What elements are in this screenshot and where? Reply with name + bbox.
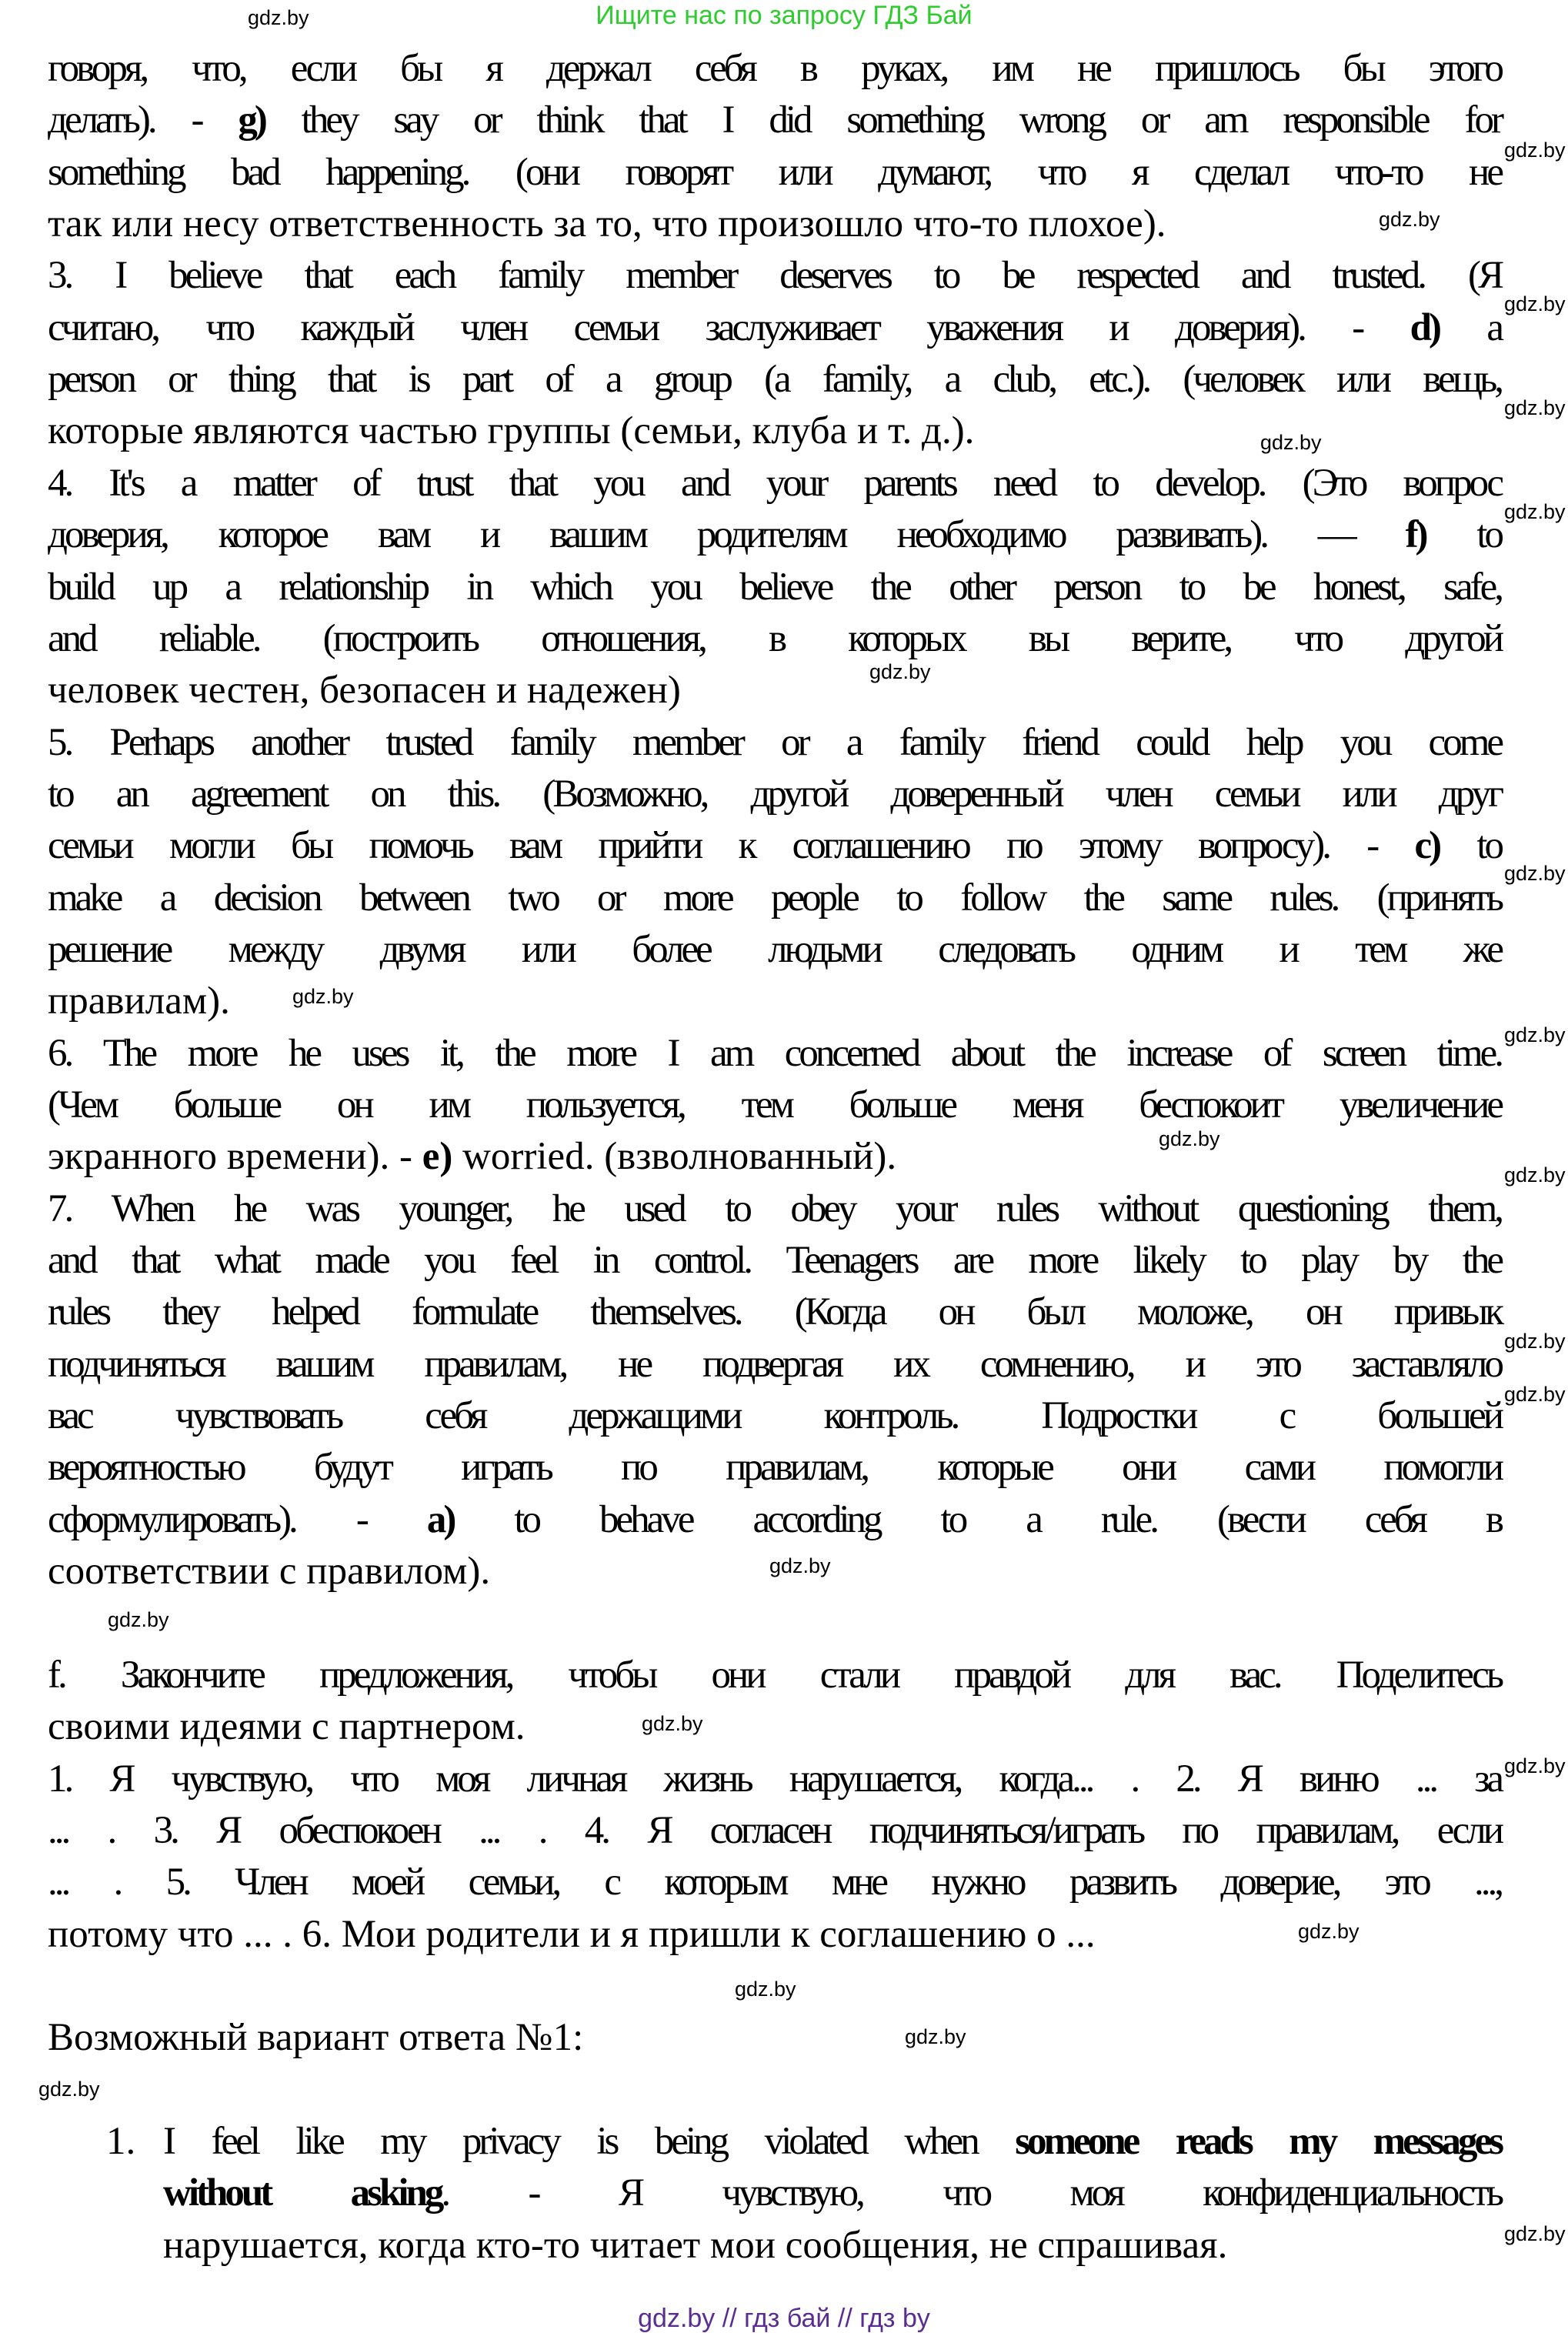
text-segment: I feel like my privacy is being violated when — [163, 2120, 1016, 2163]
text-segment: build up a relationship in which you believe the other person to be honest, safe, — [48, 565, 1501, 609]
watermark-text: gdz.by — [1504, 2222, 1566, 2245]
bold-text: without asking — [163, 2171, 442, 2215]
answer-number: 1. — [106, 2120, 136, 2163]
text-segment: своими идеями с партнером. — [48, 1705, 525, 1749]
site-banner: Ищите нас по запросу ГДЗ Бай — [596, 1, 972, 30]
text-line — [48, 95, 1501, 146]
text-line — [48, 354, 1501, 406]
text-line — [48, 1442, 1501, 1494]
text-line — [48, 769, 1501, 820]
text-segment: вероятностью будут играть по правилам, которые они сами помогли — [48, 1446, 1501, 1490]
watermark-text: gdz.by — [642, 1712, 703, 1735]
text-segment: 7. When he was younger, he used to obey your rules without questioning them, — [48, 1187, 1501, 1230]
text-segment: person or thing that is part of a group (a family, a club, etc.). (человек или вещь, — [48, 358, 1501, 402]
text-segment: they say or think that I did something wrong or am responsible for — [264, 98, 1501, 142]
text-segment: считаю, что каждый член семьи заслуживает уважения и доверия). - — [48, 305, 1410, 349]
text-segment: 4. It's a matter of trust that you and your parents need to develop. (Это вопрос — [48, 461, 1501, 505]
text-segment: нарушается, когда кто-то читает мои сообщения, не спрашивая. — [163, 2223, 1228, 2267]
text-line — [48, 1339, 1501, 1390]
text-segment: подчиняться вашим правилам, не подвергая их сомнению, и это заставляло — [48, 1342, 1501, 1386]
text-line — [48, 1183, 1501, 1235]
text-segment: (Чем больше он им пользуется, тем больше меня беспокоит увеличение — [48, 1083, 1501, 1126]
text-line — [48, 1909, 1501, 1961]
text-segment: and that what made you feel in control. Teenagers are more likely to play by the — [48, 1239, 1501, 1283]
watermark-text: gdz.by — [248, 6, 309, 29]
text-line — [163, 2116, 1501, 2168]
text-segment: to — [1439, 824, 1501, 868]
bold-text: g) — [238, 98, 265, 142]
watermark-text: gdz.by — [905, 2025, 966, 2048]
watermark-text: gdz.by — [1504, 1023, 1566, 1046]
text-segment: доверия, которое вам и вашим родителям необходимо развивать). — — [48, 513, 1406, 557]
text-line — [48, 458, 1501, 509]
bold-text: a) — [426, 1497, 454, 1541]
text-line — [48, 665, 1501, 716]
watermark-text: gdz.by — [1504, 292, 1566, 315]
text-line — [48, 250, 1501, 302]
text-line — [48, 1028, 1501, 1080]
text-line — [48, 2012, 1501, 2064]
watermark-text: gdz.by — [1504, 1163, 1566, 1187]
text-line — [48, 147, 1501, 199]
watermark-text: gdz.by — [1504, 139, 1566, 162]
text-segment: to — [1425, 513, 1502, 557]
text-line — [48, 820, 1501, 872]
watermark-text: gdz.by — [1504, 862, 1566, 885]
text-line — [48, 613, 1501, 665]
site-footer: gdz.by // гдз бай // гдз by — [638, 2304, 930, 2333]
text-line — [48, 1701, 1501, 1753]
text-line — [48, 562, 1501, 613]
text-segment: потому что ... . 6. Мои родители и я пришли к соглашению о ... — [48, 1912, 1096, 1956]
text-segment: ... . 5. Член моей семьи, с которым мне нужно развить доверие, это ..., — [48, 1861, 1501, 1904]
text-segment: worried. (взволнованный). — [452, 1135, 897, 1179]
text-segment: решение между двумя или более людьми следовать одним и тем же — [48, 927, 1501, 971]
text-segment: которые являются частью группы (семьи, клуба и т. д.). — [48, 409, 975, 453]
text-line — [48, 1287, 1501, 1338]
text-segment: to an agreement on this. (Возможно, другой доверенный член семьи или друг — [48, 772, 1501, 816]
watermark-text: gdz.by — [1504, 1330, 1566, 1353]
text-line — [48, 509, 1501, 561]
text-line — [48, 1390, 1501, 1442]
bold-text: someone reads my messages — [1015, 2120, 1501, 2163]
text-segment: 1. Я чувствую, что моя личная жизнь нарушается, когда... . 2. Я виню ... за — [48, 1757, 1501, 1801]
text-segment: говоря, что, если бы я держал себя в руках, им не пришлось бы этого — [48, 47, 1501, 90]
text-segment: так или несу ответственность за то, что произошло что-то плохое). — [48, 202, 1166, 246]
watermark-text: gdz.by — [1504, 1383, 1566, 1406]
text-segment: вас чувствовать себя держащими контроль. Подростки с большей — [48, 1394, 1501, 1438]
text-line — [48, 1650, 1501, 1701]
bold-text: d) — [1410, 305, 1439, 349]
text-line — [48, 1080, 1501, 1131]
watermark-text: gdz.by — [1298, 1920, 1359, 1943]
text-line — [48, 924, 1501, 976]
bold-text: f) — [1405, 513, 1426, 557]
text-line — [48, 1494, 1501, 1546]
text-segment: правилам). — [48, 980, 230, 1023]
text-segment: ... . 3. Я обеспокоен ... . 4. Я согласен подчиняться/играть по правилам, если — [48, 1808, 1501, 1852]
text-segment: something bad happening. (они говорят или думают, что я сделал что-то не — [48, 150, 1501, 194]
watermark-text: gdz.by — [1504, 396, 1566, 419]
text-line — [163, 2168, 1501, 2219]
text-line — [48, 43, 1501, 95]
text-line — [48, 302, 1501, 354]
text-segment: семьи могли бы помочь вам прийти к соглашению по этому вопросу). - — [48, 824, 1415, 868]
text-segment: человек честен, безопасен и надежен) — [48, 669, 681, 713]
text-line — [163, 2220, 1501, 2271]
watermark-text: gdz.by — [1504, 500, 1566, 523]
text-segment: 5. Perhaps another trusted family member or a family friend could help you come — [48, 720, 1501, 764]
text-segment: make a decision between two or more people to follow the same rules. (принять — [48, 876, 1501, 920]
text-line — [48, 976, 1501, 1027]
text-segment: Возможный вариант ответа №1: — [48, 2016, 584, 2060]
text-segment: a — [1439, 305, 1502, 349]
text-line — [48, 1754, 1501, 1805]
watermark-text: gdz.by — [769, 1554, 831, 1577]
watermark-text: gdz.by — [735, 1978, 796, 2001]
watermark-text: gdz.by — [38, 2078, 100, 2101]
text-line — [48, 1805, 1501, 1857]
text-segment: f. Закончите предложения, чтобы они стали правдой для вас. Поделитесь — [48, 1653, 1501, 1697]
text-segment: делать). - — [48, 98, 239, 142]
text-line — [48, 717, 1501, 769]
text-line — [48, 199, 1501, 250]
watermark-text: gdz.by — [108, 1608, 169, 1631]
bold-text: c) — [1414, 824, 1440, 868]
text-segment: to behave according to a rule. (вести себя в — [453, 1497, 1502, 1541]
watermark-text: gdz.by — [1159, 1127, 1220, 1150]
watermark-text: gdz.by — [1504, 1754, 1566, 1777]
watermark-text: gdz.by — [869, 660, 931, 683]
text-segment: 6. The more he uses it, the more I am concerned about the increase of screen time. — [48, 1031, 1501, 1075]
text-segment: соответствии с правилом). — [48, 1550, 491, 1594]
bold-text: e) — [422, 1135, 453, 1179]
text-segment: . - Я чувствую, что моя конфиденциальность — [441, 2171, 1501, 2215]
text-segment: rules they helped formulate themselves. (Когда он был моложе, он привык — [48, 1290, 1501, 1334]
text-line — [48, 873, 1501, 924]
watermark-text: gdz.by — [1260, 431, 1322, 454]
text-segment: сформулировать). - — [48, 1497, 427, 1541]
text-segment: 3. I believe that each family member deserves to be respected and trusted. (Я — [48, 254, 1501, 298]
watermark-text: gdz.by — [292, 985, 354, 1008]
text-line — [48, 1857, 1501, 1908]
text-segment: экранного времени). - — [48, 1135, 422, 1179]
text-line — [48, 1235, 1501, 1287]
watermark-text: gdz.by — [1379, 208, 1440, 231]
text-segment: and reliable. (построить отношения, в которых вы верите, что другой — [48, 616, 1501, 660]
text-line — [48, 1131, 1501, 1183]
